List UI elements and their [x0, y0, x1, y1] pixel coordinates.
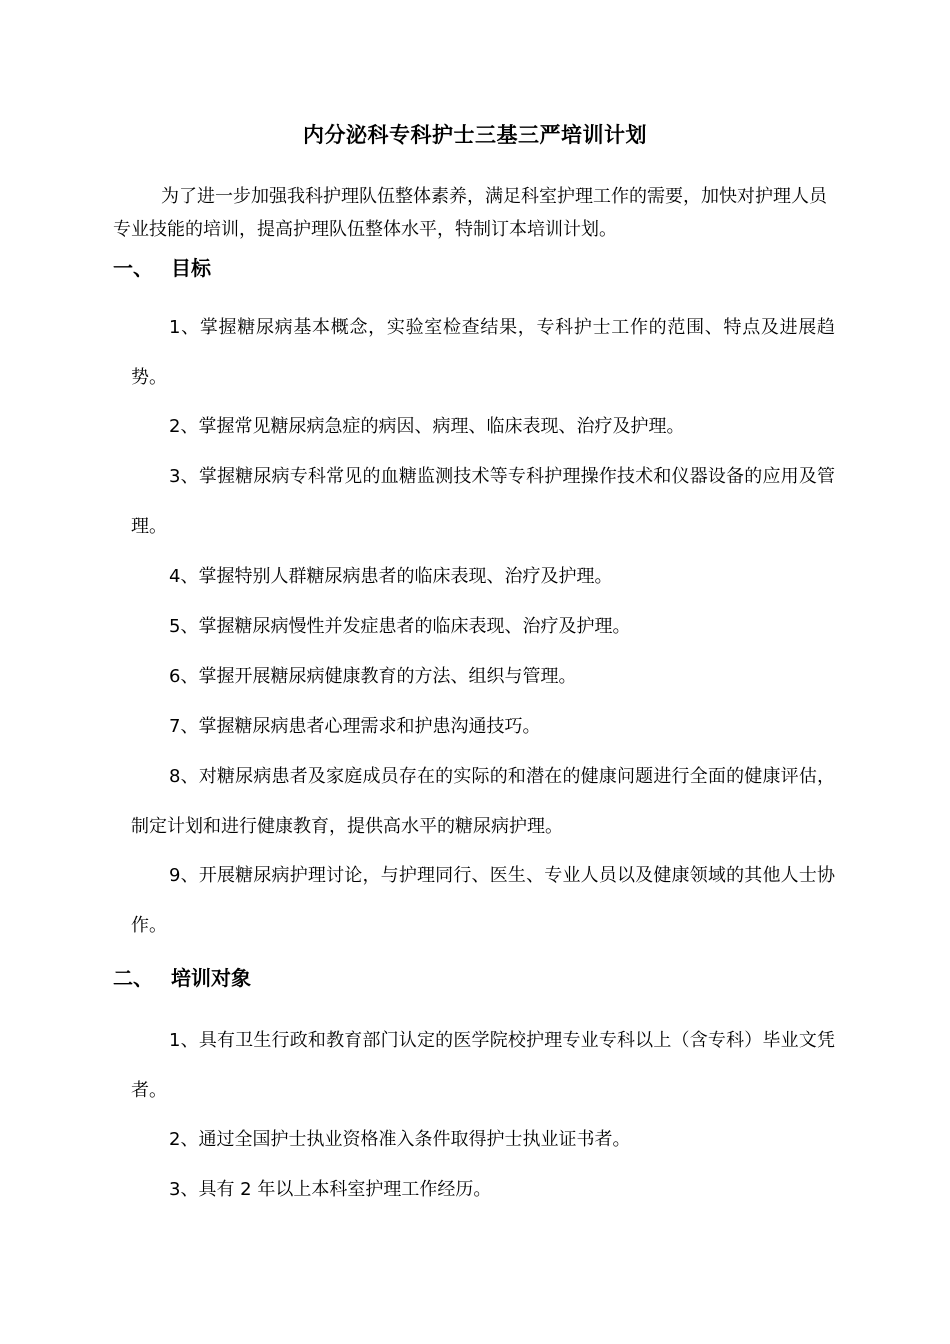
list-item: 4、掌握特别人群糖尿病患者的临床表现、治疗及护理。 — [169, 566, 613, 587]
list-item: 1、掌握糖尿病基本概念，实验室检查结果，专科护士工作的范围、特点及进展趋势。 — [131, 317, 835, 388]
list-item: 1、具有卫生行政和教育部门认定的医学院校护理专业专科以上（含专科）毕业文凭者。 — [131, 1030, 835, 1101]
list-item: 2、掌握常见糖尿病急症的病因、病理、临床表现、治疗及护理。 — [169, 416, 685, 437]
list-item: 3、具有 2 年以上本科室护理工作经历。 — [169, 1179, 492, 1200]
list-item: 9、开展糖尿病护理讨论，与护理同行、医生、专业人员以及健康领域的其他人士协作。 — [131, 865, 835, 936]
list-item: 5、掌握糖尿病慢性并发症患者的临床表现、治疗及护理。 — [169, 616, 631, 637]
list-item: 6、掌握开展糖尿病健康教育的方法、组织与管理。 — [169, 666, 577, 687]
list-item: 3、掌握糖尿病专科常见的血糖监测技术等专科护理操作技术和仪器设备的应用及管理。 — [131, 466, 835, 537]
intro-paragraph: 为了进一步加强我科护理队伍整体素养，满足科室护理工作的需要，加快对护理人员专业技能的培训，提高护理队伍整体水平，特制订本培训计划。 — [113, 186, 827, 240]
section-heading-trainees — [113, 962, 251, 991]
section-title: 目标 — [171, 256, 211, 280]
list-item: 8、对糖尿病患者及家庭成员存在的实际的和潜在的健康问题进行全面的健康评估，制定计划和进行健康教育，提供高水平的糖尿病护理。 — [131, 766, 835, 837]
list-item: 7、掌握糖尿病患者心理需求和护患沟通技巧。 — [169, 716, 541, 737]
section-number: 二、 — [113, 966, 153, 990]
section-heading-goals — [113, 252, 211, 281]
section-number: 一、 — [113, 256, 153, 280]
section-title: 培训对象 — [171, 966, 251, 990]
document-title: 内分泌科专科护士三基三严培训计划 — [303, 123, 647, 147]
list-item: 2、通过全国护士执业资格准入条件取得护士执业证书者。 — [169, 1129, 631, 1150]
